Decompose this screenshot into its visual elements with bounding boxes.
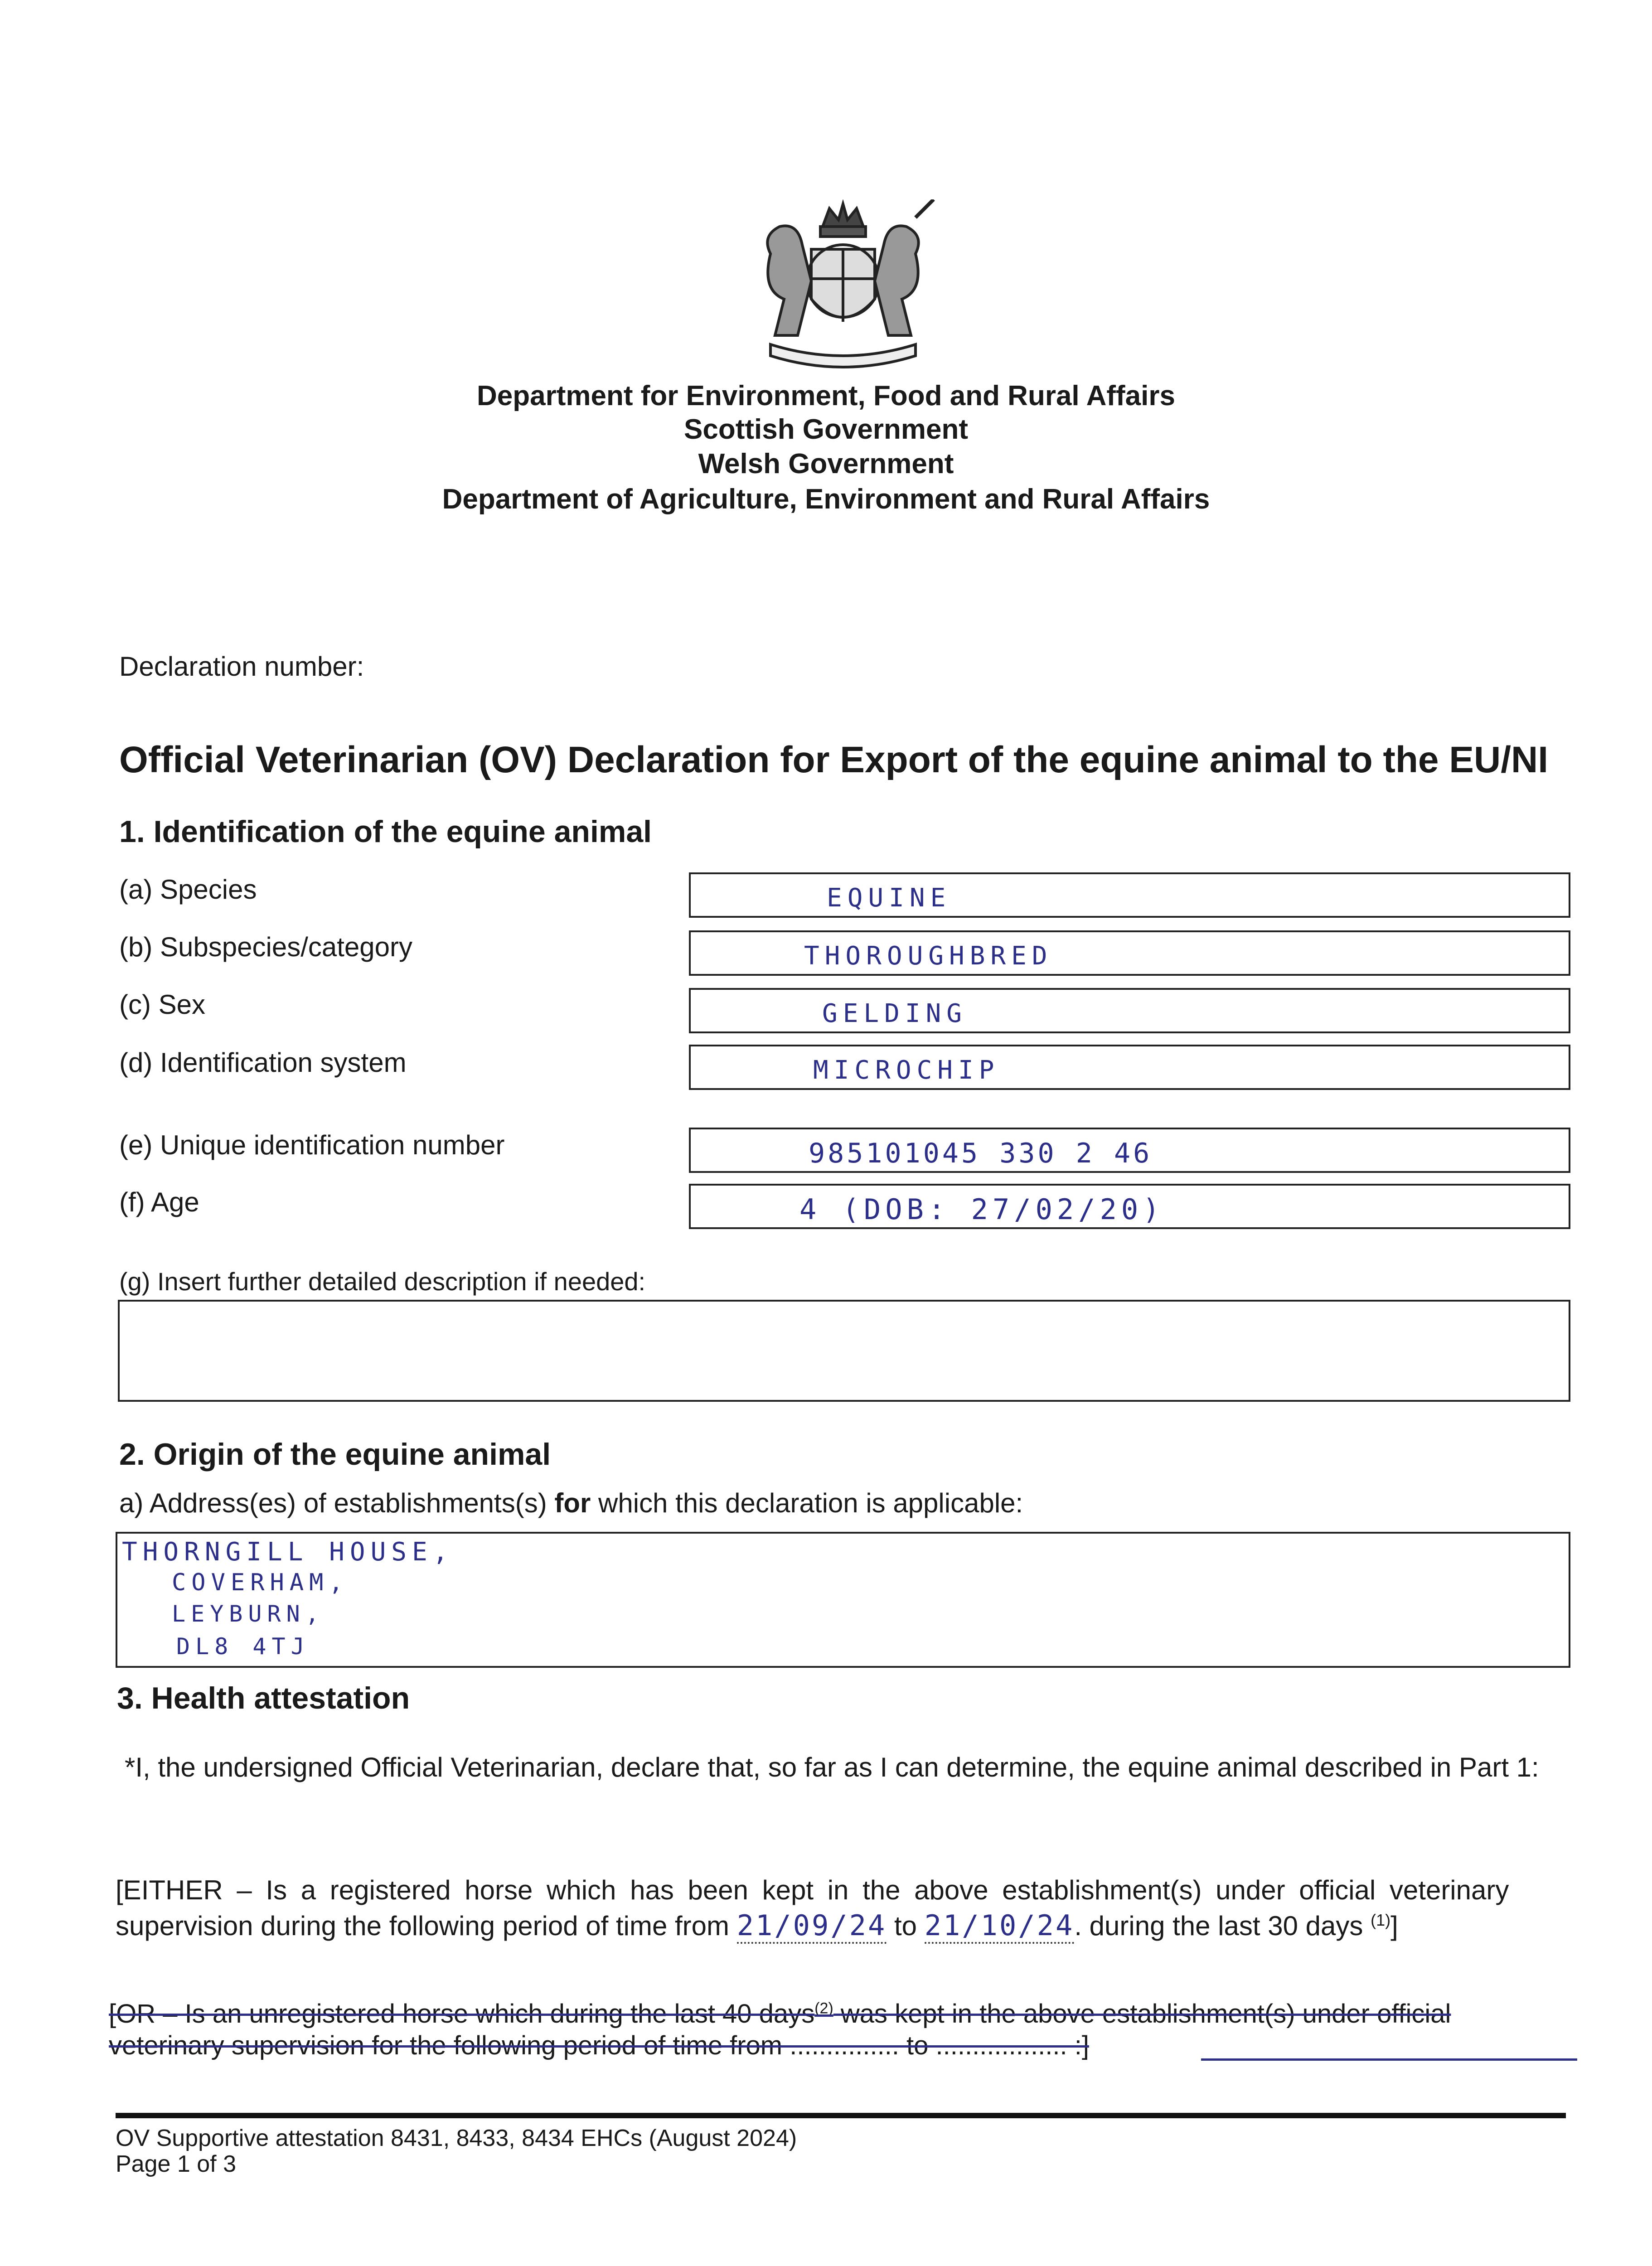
page-title: Official Veterinarian (OV) Declaration for Export of the equine animal to the EU/NI [119,739,1548,780]
address-label [119,1487,1023,1519]
section-1-heading: 1. Identification of the equine animal [119,814,652,849]
address-line-3: LEYBURN, [172,1601,325,1627]
or-line1-post: was kept in the above establishment(s) under official [840,1999,1451,2029]
either-to-date: 21/10/24 [925,1909,1075,1944]
or-line1-pre: [OR – Is an unregistered horse which during the last 40 days [109,1999,815,2029]
sex-label: (c) Sex [119,989,206,1020]
either-clause-line-1: [EITHER – Is a registered horse which has been kept in the above establishment(s) under official veterinary [116,1875,1509,1905]
further-description-label: (g) Insert further detailed description if needed: [119,1267,646,1296]
identification-system-label: (d) Identification system [119,1047,407,1078]
address-label-bold: for [554,1488,591,1518]
either-line2-post: during the last 30 days [1089,1911,1363,1941]
age-field[interactable] [689,1184,1570,1229]
subspecies-field[interactable] [689,930,1570,976]
age-value: 4 (DOB: 27/02/20) [799,1193,1164,1226]
dept-defra: Department for Environment, Food and Rural Affairs [477,380,1175,412]
footer-line-1: OV Supportive attestation 8431, 8433, 8434 EHCs (August 2024) [116,2125,797,2151]
royal-coat-of-arms-logo [743,199,943,372]
address-line-4: DL8 4TJ [176,1633,310,1660]
species-label: (a) Species [119,874,257,905]
footnote-ref-2: (2) [814,2000,833,2017]
further-description-field[interactable] [118,1300,1570,1402]
dept-scottish-government: Scottish Government [684,414,968,445]
or-clause-line-2: veterinary supervision for the following period of time from ............... to .................. :] [109,2031,1089,2060]
sex-value: GELDING [822,999,968,1028]
address-label-post: which this declaration is applicable: [591,1488,1023,1518]
address-line-1: THORNGILL HOUSE, [122,1537,454,1567]
dept-welsh-government: Welsh Government [698,448,954,479]
address-field[interactable] [116,1532,1570,1668]
age-label: (f) Age [119,1187,199,1217]
either-end-bracket: ] [1390,1911,1398,1941]
attestation-intro: *I, the undersigned Official Veterinarian, declare that, so far as I can determine, the equine animal described in Part 1: [125,1752,1539,1782]
footnote-ref-1: (1) [1371,1911,1391,1929]
identification-system-field[interactable] [689,1045,1570,1090]
uin-value: 985101045 330 2 46 [809,1138,1153,1169]
subspecies-label: (b) Subspecies/category [119,932,412,962]
declaration-number-label: Declaration number: [119,651,364,682]
species-field[interactable] [689,872,1570,918]
or-clause-line-1 [109,1999,1451,2029]
or-strike-line [1201,2058,1577,2061]
subspecies-value: THOROUGHBRED [804,941,1053,971]
dept-daera: Department of Agriculture, Environment and Rural Affairs [442,484,1210,515]
identification-system-value: MICROCHIP [813,1056,1000,1085]
address-line-2: COVERHAM, [172,1569,349,1596]
species-value: EQUINE [827,883,951,913]
sex-field[interactable] [689,988,1570,1033]
section-2-heading: 2. Origin of the equine animal [119,1437,551,1472]
footer-rule [116,2113,1566,2118]
uin-field[interactable] [689,1128,1570,1173]
either-from-date: 21/09/24 [737,1909,887,1944]
either-line2-pre: supervision during the following period of time from [116,1911,730,1941]
uin-label: (e) Unique identification number [119,1130,505,1160]
either-clause-line-2: supervision during the following period of time from 21/09/24 to 21/10/24. during the last 30 days $^{(1)}$] [116,1909,1398,1942]
address-label-pre: a) Address(es) of establishments(s) [119,1488,555,1518]
footer-page-number: Page 1 of 3 [116,2151,236,2177]
either-to-word: to [894,1911,917,1941]
section-3-heading: 3. Health attestation [117,1681,410,1715]
